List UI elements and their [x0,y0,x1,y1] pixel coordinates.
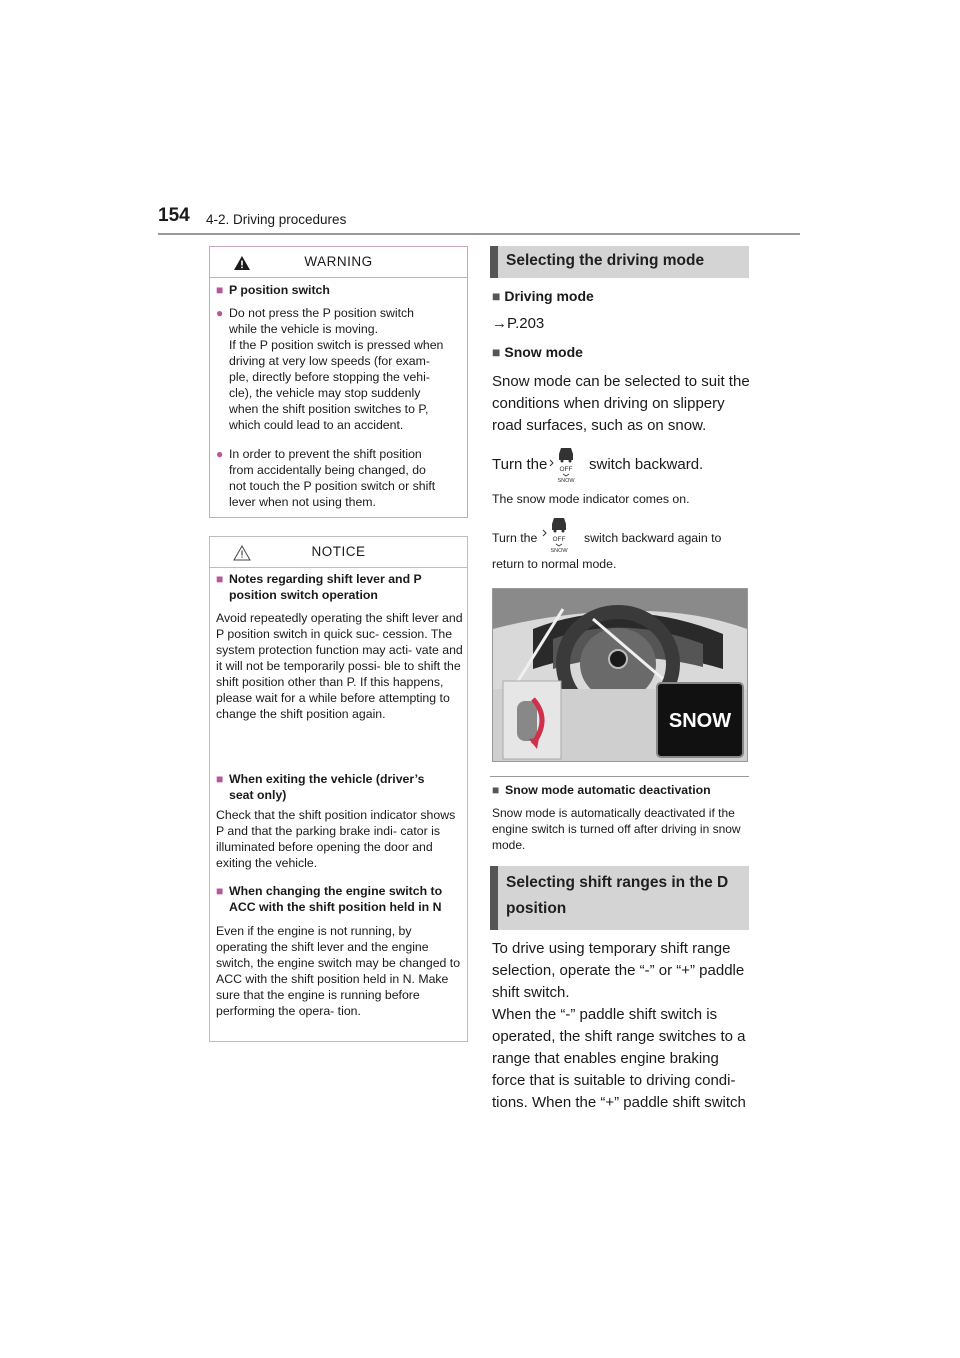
snow-mode-illustration [492,588,748,762]
notice-paragraph-3: Even if the engine is not running, by operating the shift lever and the engine switch, the engine switch may be changed to ACC with the shift position held in N. Make sure that the engine is running before performing the opera- tion. [216,924,461,1018]
shift-ranges-text: To drive using temporary shift range selection, operate the “-” or “+” paddle shift switch. When the “-” paddle shift switch is operated, the shift range switches to a range that enables engine braking force that is suitable to driving condi- tions. When the “+” paddle shift switch [492,940,746,1111]
svg-text:SNOW: SNOW [550,548,568,554]
svg-text:OFF: OFF [559,466,573,473]
auto-deactivation-text: Snow mode is automatically deactivated if the engine switch is turned off after driving in snow mode. [492,806,741,852]
svg-text:OFF: OFF [552,536,566,543]
square-bullet-icon: ■ [492,288,501,304]
warning-subheading: ■ P position switch [216,283,330,297]
square-bullet-icon: ■ [216,572,224,586]
notice-title: NOTICE [311,544,366,559]
section-title: 4-2. Driving procedures [206,212,347,227]
snow-indicator-label: SNOW [668,710,732,732]
square-bullet-icon: ■ [492,783,500,797]
warning-bullet-2: ● In order to prevent the shift position from accidentally being changed, do not touch the P position switch or shift lever when not using them. [216,447,436,509]
dot-bullet-icon: ● [216,447,224,461]
auto-deactivation-title: ■ Snow mode automatic deactivation [492,783,711,797]
return-normal-note: return to normal mode. [492,557,617,571]
warning-bullet-1: ● Do not press the P position switch while the vehicle is moving. If the P position switch is pressed when driving at very low speeds (for exam- ple, directly before stopping the vehi- cle), the vehicle may stop suddenly when the shift position switches to P, which could lead to an accident. [216,306,444,432]
notice-paragraph-1: Avoid repeatedly operating the shift lever and P position switch in quick suc- cession. The system protection function may acti- vate and it will not be temporarily possi- ble to shift the shift position other than P. If this happens, please wait for a while before attempting to change the shift position again. [216,611,463,721]
notice-sub-3: ■ When changing the engine switch to ACC with the shift position held in N [216,884,443,914]
notice-sub-2: ■ When exiting the vehicle (driver’s seat only) [216,772,425,802]
square-bullet-icon: ■ [492,344,501,360]
divider [490,776,749,777]
notice-header [210,537,467,568]
notice-sub-1: ■ Notes regarding shift lever and P position switch operation [216,572,422,602]
notice-paragraph-2: Check that the shift position indicator shows P and that the parking brake indi- cator is illuminated before opening the door and exiting the vehicle. [216,808,456,870]
snow-switch-icon [549,446,583,484]
svg-text:SNOW: SNOW [557,478,575,484]
warning-title: WARNING [304,254,373,269]
square-bullet-icon: ■ [216,884,224,898]
page-header [158,205,800,235]
turn-switch-instruction: Turn the OFF SNOW switch backward. [492,446,752,486]
page-number: 154 [158,205,190,226]
snow-mode-subheading: ■ Snow mode [492,344,583,360]
page-reference-link[interactable]: →P.203 [492,315,545,332]
dot-bullet-icon: ● [216,306,224,320]
snow-mode-description: Snow mode can be selected to suit the conditions when driving on slippery road surfaces, such as on snow. [492,373,750,434]
indicator-on-note: The snow mode indicator comes on. [492,492,690,506]
dashboard-illustration [493,589,747,761]
warning-box [209,246,468,518]
heading-shift-ranges: Selecting shift ranges in the D position [490,866,749,930]
snow-switch-icon [542,516,576,554]
turn-again-instruction: Turn the OFF SNOW switch backward again to [492,520,752,556]
driving-mode-subheading: ■ Driving mode [492,288,594,304]
notice-box [209,536,468,1042]
header-rule [158,233,800,235]
warning-header [210,247,467,278]
square-bullet-icon: ■ [216,283,224,297]
square-bullet-icon: ■ [216,772,224,786]
heading-driving-mode: Selecting the driving mode [490,246,749,278]
